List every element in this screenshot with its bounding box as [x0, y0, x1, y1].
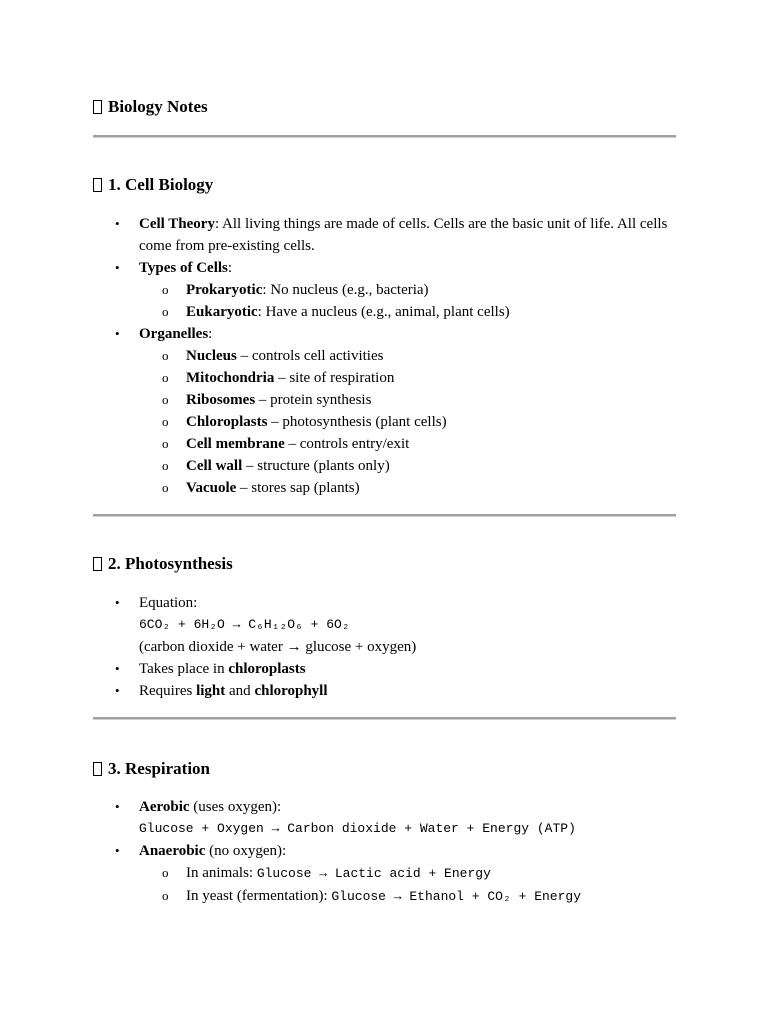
- missing-emoji-icon: [93, 762, 102, 776]
- types-of-cells-sublist: [139, 279, 676, 323]
- list-item-organelles: • Organelles: o Nucleus – controls cell activities o Mitochondria – site of respiration o Ribosomes – protein synthesis o Chloroplasts – photosynthesis (plant cells) o Cell membrane – controls entry/exit o Cell wall – structure (plants only) o Vacuole – stores sap (plants): [139, 323, 676, 499]
- sublist-item: o In animals: Glucose → Lactic acid + Energy: [186, 862, 676, 885]
- sublist-item: o Cell membrane – controls entry/exit: [186, 433, 676, 455]
- sublist-item: o Mitochondria – site of respiration: [186, 367, 676, 389]
- sublist-item: o Eukaryotic: Have a nucleus (e.g., animal, plant cells): [186, 301, 676, 323]
- list-item-types-of-cells: • Types of Cells: o Prokaryotic: No nucleus (e.g., bacteria) o Eukaryotic: Have a nucleus (e.g., animal, plant cells): [139, 257, 676, 323]
- list-item-cell-theory: • Cell Theory: All living things are made of cells. Cells are the basic unit of life. All cells come from pre-existing cells.: [139, 213, 676, 257]
- sublist-item: o In yeast (fermentation): Glucose → Ethanol + CO₂ + Energy: [186, 885, 676, 908]
- anaerobic-sublist: [139, 862, 676, 908]
- horizontal-rule: [93, 717, 676, 720]
- missing-emoji-icon: [93, 178, 102, 192]
- sublist-item: o Chloroplasts – photosynthesis (plant cells): [186, 411, 676, 433]
- list-item-anaerobic: • Anaerobic (no oxygen): o In animals: Glucose → Lactic acid + Energy o In yeast (fermentation): Glucose → Ethanol + CO₂ + Energy: [139, 840, 676, 908]
- sublist-item: o Vacuole – stores sap (plants): [186, 477, 676, 499]
- missing-emoji-icon: [93, 557, 102, 571]
- missing-emoji-icon: [93, 100, 102, 114]
- section-heading-cell-biology: 1. Cell Biology: [93, 174, 213, 196]
- aerobic-equation: Glucose + Oxygen → Carbon dioxide + Water + Energy (ATP): [139, 821, 576, 836]
- list-item-location: • Takes place in chloroplasts: [139, 658, 676, 680]
- cell-biology-list: [93, 213, 676, 499]
- sublist-item: o Nucleus – controls cell activities: [186, 345, 676, 367]
- horizontal-rule: [93, 135, 676, 138]
- sublist-item: o Ribosomes – protein synthesis: [186, 389, 676, 411]
- horizontal-rule: [93, 514, 676, 517]
- list-item-requirements: • Requires light and chlorophyll: [139, 680, 676, 702]
- sublist-item: o Prokaryotic: No nucleus (e.g., bacteria): [186, 279, 676, 301]
- sublist-item: o Cell wall – structure (plants only): [186, 455, 676, 477]
- respiration-list: [93, 796, 676, 908]
- section-heading-respiration: 3. Respiration: [93, 758, 210, 780]
- list-item-equation: • Equation: 6CO₂ + 6H₂O → C₆H₁₂O₆ + 6O₂ (carbon dioxide + water → glucose + oxygen): [139, 592, 676, 658]
- list-item-aerobic: • Aerobic (uses oxygen): Glucose + Oxygen → Carbon dioxide + Water + Energy (ATP): [139, 796, 676, 840]
- document-title: Biology Notes: [93, 96, 208, 118]
- organelles-sublist: [139, 345, 676, 499]
- section-heading-photosynthesis: 2. Photosynthesis: [93, 553, 233, 575]
- photosynthesis-list: [93, 592, 676, 702]
- photosynthesis-equation: 6CO₂ + 6H₂O → C₆H₁₂O₆ + 6O₂: [139, 617, 350, 632]
